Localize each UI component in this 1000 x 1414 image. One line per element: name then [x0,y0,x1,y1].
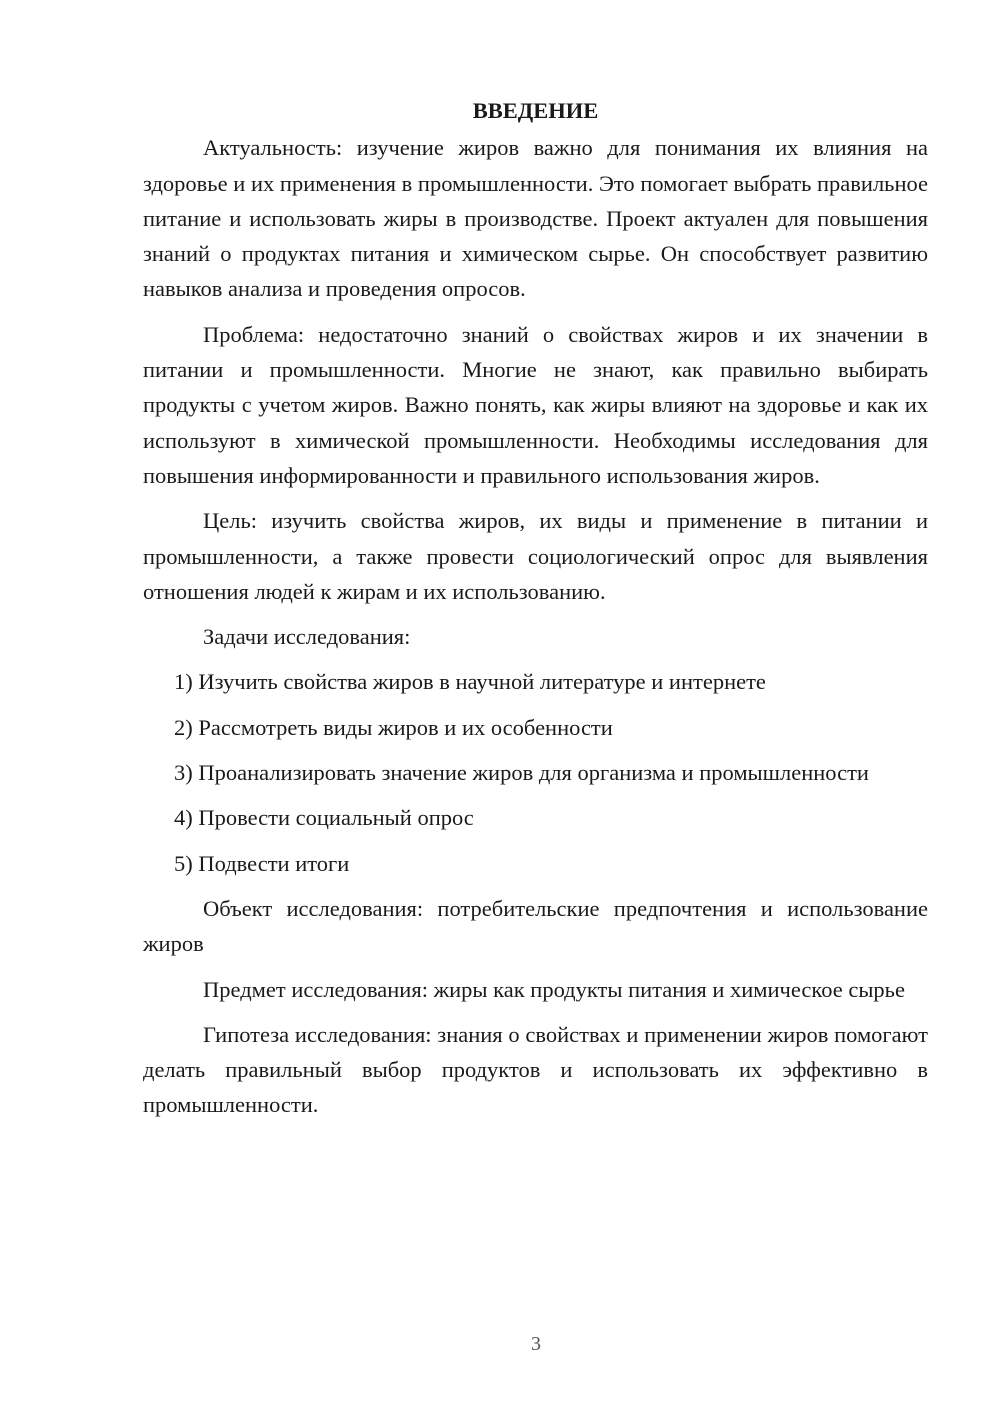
problem-paragraph: Проблема: недостаточно знаний о свойствах жиров и их значении в питании и промышленности. Многие не знают, как правильно выбирать продукты с учетом жиров. Важно понять, как жиры влияют на здоровье и как их используют в химической промышленности. Необходимы исследования для повышения информированности и правильного использования жиров. [143,321,928,488]
subject-paragraph: Предмет исследования: жиры как продукты питания и химическое сырье [203,976,905,1002]
section-title: ВВЕДЕНИЕ [472,98,599,123]
hypothesis-paragraph: Гипотеза исследования: знания о свойствах и применении жиров помогают делать правильный выбор продуктов и использовать их эффективно в промышленности. [143,1021,928,1118]
page-number: 3 [531,1333,541,1355]
tasks-heading: Задачи исследования: [203,624,411,650]
page-content [143,93,928,1133]
task-item-3: 3) Проанализировать значение жиров для организма и промышленности [174,760,869,786]
object-paragraph: Объект исследования: потребительские предпочтения и использование жиров [143,895,928,957]
task-item-5: 5) Подвести итоги [174,850,350,876]
relevance-paragraph: Актуальность: изучение жиров важно для понимания их влияния на здоровье и их применения в промышленности. Это помогает выбрать правильное питание и использовать жиры в производстве. Проект актуален для повышения знаний о продуктах питания и химическом сырье. Он способствует развитию навыков анализа и проведения опросов. [143,135,928,302]
goal-paragraph: Цель: изучить свойства жиров, их виды и применение в питании и промышленности, а также провести социологический опрос для выявления отношения людей к жирам и их использованию. [143,508,928,604]
task-item-4: 4) Провести социальный опрос [174,805,474,831]
task-item-1: 1) Изучить свойства жиров в научной литературе и интернете [174,669,766,695]
task-item-2: 2) Рассмотреть виды жиров и их особенности [174,714,613,740]
